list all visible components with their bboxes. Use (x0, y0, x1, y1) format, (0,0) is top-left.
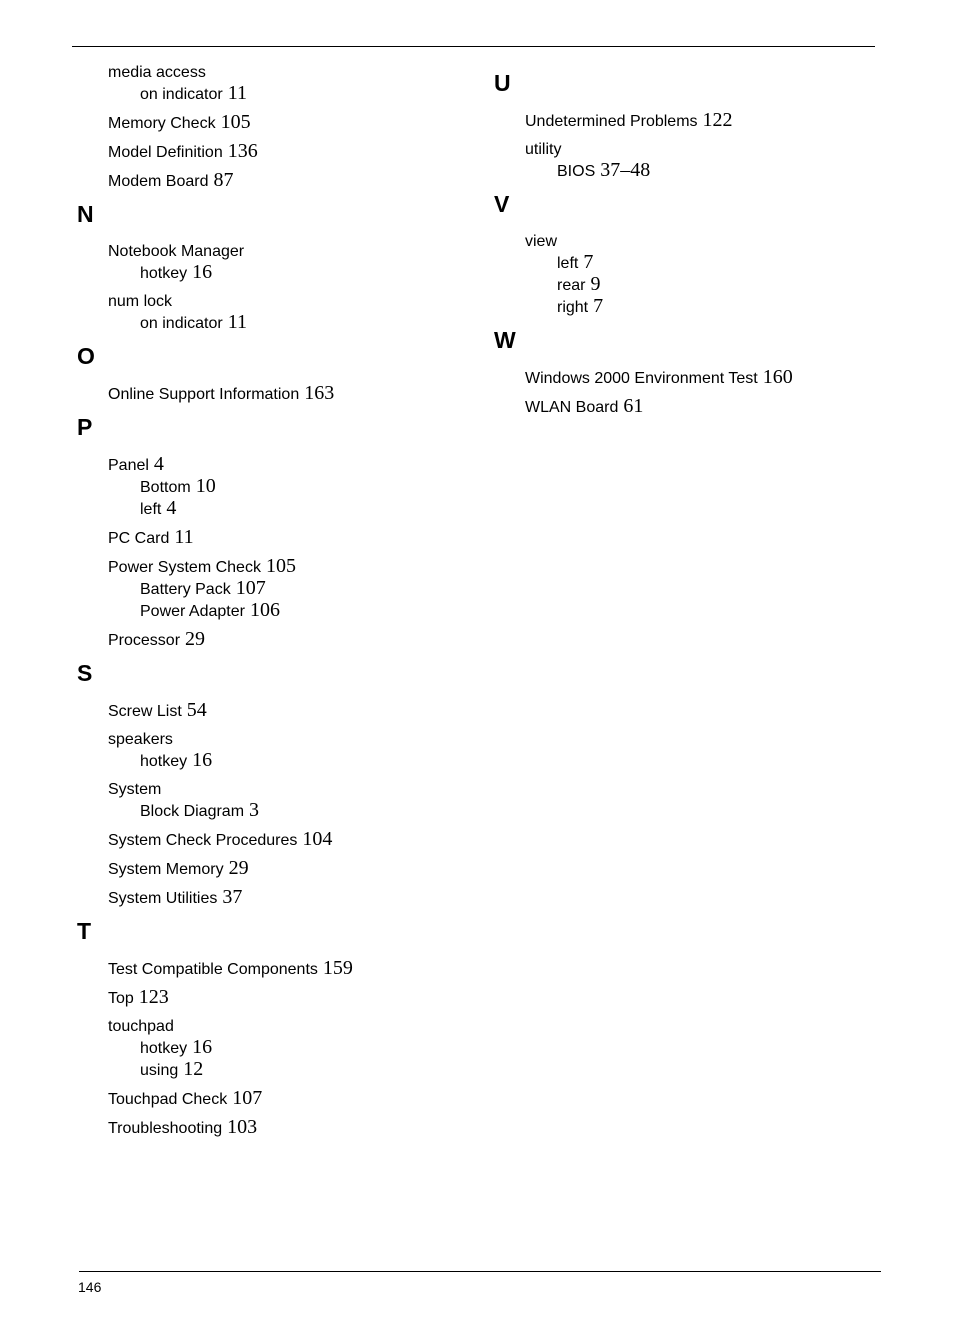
index-entry-row (108, 629, 476, 651)
index-letter-heading: N (77, 201, 94, 227)
index-entry-row (108, 829, 476, 851)
index-page-ref[interactable]: 37–48 (600, 159, 651, 181)
index-entry (108, 62, 476, 105)
index-entry (108, 141, 476, 163)
index-entry-row (108, 729, 476, 750)
index-entry-row (108, 383, 476, 405)
index-entry (108, 887, 476, 909)
index-term: Model Definition (108, 144, 223, 161)
index-entry (108, 241, 476, 284)
index-entry (108, 170, 476, 192)
index-subentry-row (140, 312, 476, 334)
index-entry-row (108, 556, 476, 578)
index-page-ref[interactable]: 3 (249, 799, 260, 821)
index-letter-group (493, 189, 893, 318)
index-column-left (76, 62, 476, 1146)
index-subentry-row (557, 252, 893, 274)
index-entry (108, 829, 476, 851)
index-term: Processor (108, 632, 181, 649)
index-subentry-row (140, 800, 476, 822)
index-page-ref[interactable]: 106 (249, 599, 280, 621)
index-page-ref[interactable]: 29 (228, 857, 249, 879)
index-letter-group (76, 62, 476, 192)
index-letter-heading: S (77, 660, 93, 686)
index-term: Windows 2000 Environment Test (525, 370, 758, 387)
index-entry-row (525, 396, 893, 418)
index-term: System Utilities (108, 890, 218, 907)
index-entry-row (525, 231, 893, 252)
index-entry-row (525, 110, 893, 132)
index-subentry-row (140, 476, 476, 498)
index-entry (108, 987, 476, 1009)
index-entry-row (108, 858, 476, 880)
index-page-ref[interactable]: 11 (227, 82, 247, 104)
index-page-ref[interactable]: 163 (304, 382, 335, 404)
index-entry-row (108, 170, 476, 192)
index-term: Online Support Information (108, 386, 300, 403)
index-term: Undetermined Problems (525, 113, 698, 130)
index-letter-group (76, 916, 476, 1139)
index-letter-heading: T (77, 918, 92, 944)
index-entry (525, 231, 893, 318)
index-page-ref[interactable]: 136 (227, 140, 258, 162)
index-entry-row (108, 1016, 476, 1037)
index-entry-row (108, 1088, 476, 1110)
index-entry-row (108, 291, 476, 312)
index-entry (108, 383, 476, 405)
index-entry (108, 729, 476, 772)
index-entry-row (108, 987, 476, 1009)
index-page-ref[interactable]: 7 (583, 251, 594, 273)
index-page-ref[interactable]: 16 (192, 261, 213, 283)
index-term: Modem Board (108, 173, 209, 190)
index-entry (108, 454, 476, 520)
index-page-ref[interactable]: 159 (322, 957, 353, 979)
index-page-ref[interactable]: 160 (762, 366, 793, 388)
index-subterm: Battery Pack (140, 581, 231, 598)
index-subentry-row (140, 1059, 476, 1081)
index-entry-row (108, 62, 476, 83)
index-entry (108, 556, 476, 622)
index-entry (108, 527, 476, 549)
index-subentry-row (140, 83, 476, 105)
index-letter-heading: U (494, 70, 511, 96)
index-letter-heading: P (77, 414, 93, 440)
index-entry (108, 958, 476, 980)
index-subentry-row (557, 274, 893, 296)
index-entry-row (525, 139, 893, 160)
index-term: Power System Check (108, 559, 261, 576)
index-term: Notebook Manager (108, 243, 245, 260)
index-page-ref[interactable]: 29 (185, 628, 206, 650)
index-term: speakers (108, 731, 173, 748)
index-term: System (108, 781, 162, 798)
index-subentry-row (140, 578, 476, 600)
index-subterm: using (140, 1062, 179, 1079)
index-term: touchpad (108, 1018, 174, 1035)
index-term: PC Card (108, 530, 170, 547)
index-letter-group (76, 199, 476, 334)
index-letter-heading: V (494, 191, 510, 217)
index-entry (108, 629, 476, 651)
index-page-ref[interactable]: 10 (195, 475, 216, 497)
index-term: Test Compatible Components (108, 961, 318, 978)
index-page-ref[interactable]: 11 (174, 526, 194, 548)
index-letter-group (493, 68, 893, 182)
index-entry-row (108, 887, 476, 909)
index-page-ref[interactable]: 123 (138, 986, 169, 1008)
index-page-ref[interactable]: 16 (192, 749, 213, 771)
index-letter-group (76, 658, 476, 909)
index-term: System Memory (108, 861, 224, 878)
index-entry (525, 110, 893, 132)
index-entry-row (108, 241, 476, 262)
index-subterm: hotkey (140, 265, 188, 282)
page-number: 146 (78, 1279, 102, 1295)
index-term: Troubleshooting (108, 1120, 223, 1137)
index-term: WLAN Board (525, 399, 619, 416)
index-subterm: on indicator (140, 315, 223, 332)
index-term: Screw List (108, 703, 182, 720)
index-letter-group (76, 341, 476, 405)
index-subentry-row (557, 296, 893, 318)
index-entry (108, 858, 476, 880)
index-page-ref[interactable]: 11 (227, 311, 247, 333)
index-page-ref[interactable]: 16 (192, 1036, 213, 1058)
index-letter-group (76, 412, 476, 651)
index-entry (108, 779, 476, 822)
index-page-ref[interactable]: 122 (702, 109, 733, 131)
index-letter-heading: O (77, 343, 95, 369)
index-entry-row (525, 367, 893, 389)
index-entry (525, 367, 893, 389)
index-subentry-row (140, 600, 476, 622)
index-entry-row (108, 958, 476, 980)
index-letter-group (493, 325, 893, 418)
index-subentry-row (140, 498, 476, 520)
index-page-ref[interactable]: 4 (166, 497, 177, 519)
index-subentry-row (557, 160, 893, 182)
index-entry (108, 1117, 476, 1139)
index-subterm: rear (557, 277, 586, 294)
index-page-ref[interactable]: 54 (186, 699, 207, 721)
index-subterm: hotkey (140, 753, 188, 770)
index-term: Top (108, 990, 134, 1007)
index-term: num lock (108, 293, 173, 310)
index-term: utility (525, 141, 562, 158)
index-entry-row (108, 1117, 476, 1139)
index-page-ref[interactable]: 105 (265, 555, 296, 577)
footer-rule (79, 1271, 881, 1272)
index-page-ref[interactable]: 105 (220, 111, 251, 133)
index-entry (108, 1016, 476, 1081)
index-entry-row (108, 454, 476, 476)
index-entry-row (108, 779, 476, 800)
index-term: Touchpad Check (108, 1091, 228, 1108)
index-subentry-row (140, 262, 476, 284)
index-entry (108, 112, 476, 134)
header-rule (72, 46, 875, 47)
index-column-right (493, 62, 893, 425)
index-subterm: Block Diagram (140, 803, 245, 820)
index-page-ref[interactable]: 104 (302, 828, 333, 850)
index-page-ref[interactable]: 87 (213, 169, 234, 191)
index-entry (525, 139, 893, 182)
index-page-ref[interactable]: 107 (232, 1087, 263, 1109)
index-page-ref[interactable]: 61 (623, 395, 644, 417)
index-page-ref[interactable]: 107 (235, 577, 266, 599)
index-subterm: Bottom (140, 479, 191, 496)
index-subentry-row (140, 750, 476, 772)
index-subterm: right (557, 299, 589, 316)
index-subterm: left (557, 255, 579, 272)
index-entry-row (108, 700, 476, 722)
index-page-ref[interactable]: 7 (593, 295, 604, 317)
index-subterm: BIOS (557, 163, 596, 180)
index-page-ref[interactable]: 37 (222, 886, 243, 908)
index-subterm: Power Adapter (140, 603, 245, 620)
index-term: Memory Check (108, 115, 216, 132)
index-entry (108, 1088, 476, 1110)
index-entry-row (108, 527, 476, 549)
index-subterm: left (140, 501, 162, 518)
index-entry-row (108, 141, 476, 163)
index-term: media access (108, 64, 206, 81)
index-term: view (525, 233, 558, 250)
index-page-ref[interactable]: 12 (183, 1058, 204, 1080)
index-subentry-row (140, 1037, 476, 1059)
index-entry (108, 291, 476, 334)
index-letter-heading: W (494, 327, 516, 353)
index-term: System Check Procedures (108, 832, 298, 849)
index-page-ref[interactable]: 103 (227, 1116, 258, 1138)
index-subterm: hotkey (140, 1040, 188, 1057)
index-page-ref[interactable]: 4 (153, 453, 164, 475)
index-term: Panel (108, 457, 149, 474)
index-entry (108, 700, 476, 722)
index-page-ref[interactable]: 9 (590, 273, 601, 295)
index-entry-row (108, 112, 476, 134)
index-entry (525, 396, 893, 418)
index-subterm: on indicator (140, 86, 223, 103)
